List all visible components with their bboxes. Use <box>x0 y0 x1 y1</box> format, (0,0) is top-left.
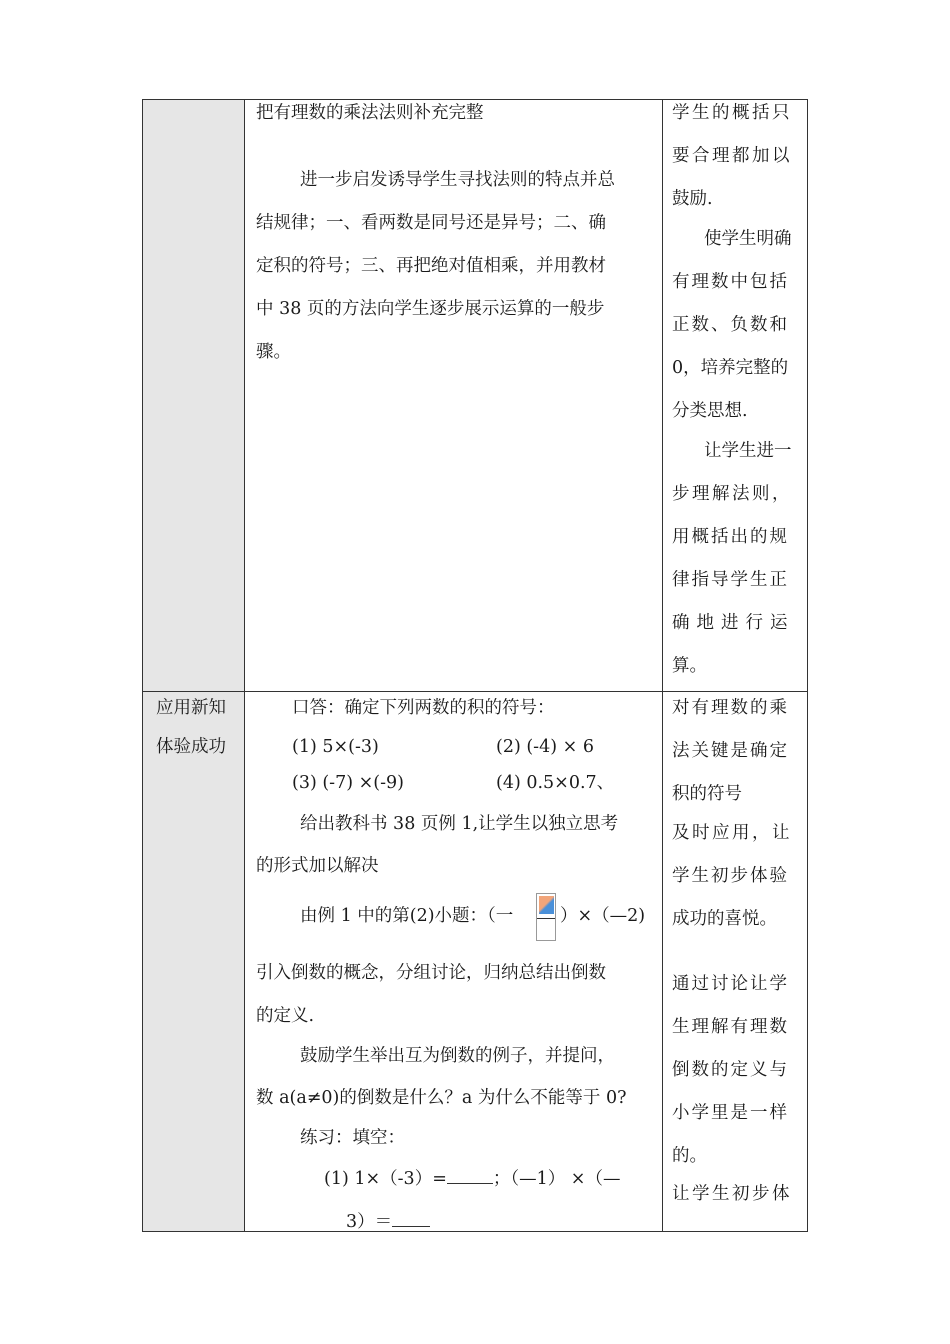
row1-note-line: 学生的概括只 <box>672 103 792 123</box>
question-4: (4) 0.5×0.7、 <box>496 773 615 793</box>
reciprocal-intro-line: 引入倒数的概念，分组讨论，归纳总结出倒数 <box>256 963 606 983</box>
row1-note-line: 算。 <box>672 656 707 676</box>
fraction-image <box>536 893 556 941</box>
row1-note-line: 用概括出的规 <box>672 527 789 547</box>
row2-note-line: 生理解有理数 <box>672 1017 789 1037</box>
column-divider-1 <box>244 100 245 1231</box>
row1-note-line: 分类思想. <box>672 401 748 421</box>
row2-note-line: 通过讨论让学 <box>672 974 789 994</box>
row1-paragraph-line: 定积的符号；三、再把绝对值相乘，并用教材 <box>256 256 606 276</box>
row1-note-line: 0，培养完整的 <box>672 358 789 378</box>
exercise-1 <box>324 1167 620 1190</box>
section-label-line: 体验成功 <box>156 737 226 757</box>
row2-note-line: 成功的喜悦。 <box>672 909 777 929</box>
reciprocal-intro-line: 的定义. <box>256 1006 315 1026</box>
row1-note-line: 步理解法则， <box>672 484 792 504</box>
row2-note-line: 对有理数的乘 <box>672 698 789 718</box>
row2-note-line: 积的符号 <box>672 784 742 804</box>
row1-paragraph-line: 中 38 页的方法向学生逐步展示运算的一般步 <box>256 299 605 319</box>
exercise-1-part-c: 3）＝ <box>346 1212 393 1232</box>
row2-note-line: 学生初步体验 <box>672 866 789 886</box>
row1-note-line: 让学生进一 <box>704 441 792 461</box>
question-2: (2) (-4) × 6 <box>496 737 594 757</box>
practice-heading: 练习：填空： <box>300 1128 405 1148</box>
column-divider-2 <box>662 100 663 1231</box>
encourage-line: 鼓励学生举出互为倒数的例子，并提问， <box>300 1046 615 1066</box>
row2-note-line: 及时应用，让 <box>672 823 792 843</box>
row1-note-line: 使学生明确 <box>704 229 792 249</box>
row2-note-line: 倒数的定义与 <box>672 1060 789 1080</box>
fraction-bar <box>537 918 555 919</box>
example-subquestion-suffix: ）×（—2) <box>560 906 646 926</box>
row2-note-line: 小学里是一样 <box>672 1103 789 1123</box>
row1-paragraph-line: 骤。 <box>256 342 291 362</box>
row1-note-line: 鼓励. <box>672 189 713 209</box>
section-label-line: 应用新知 <box>156 698 226 718</box>
row1-title: 把有理数的乘法法则补充完整 <box>256 103 484 123</box>
row1-note-line: 要合理都加以 <box>672 146 792 166</box>
row1-note-line: 正数、负数和 <box>672 315 789 335</box>
question-3: (3) (-7) ×(-9) <box>292 773 404 793</box>
row2-note-line: 让学生初步体 <box>672 1184 792 1204</box>
example-line: 给出教科书 38 页例 1,让学生以独立思考 <box>300 814 619 834</box>
answer-blank-2[interactable] <box>392 1210 430 1227</box>
exercise-1-part-a: (1) 1×（-3）= <box>324 1169 447 1189</box>
example-subquestion-prefix: 由例 1 中的第(2)小题：（一 <box>300 906 514 926</box>
answer-blank-1[interactable] <box>447 1167 493 1184</box>
exercise-1-part-b: ；（—1） ×（— <box>492 1169 621 1189</box>
embedded-image-icon <box>539 896 554 914</box>
example-line: 的形式加以解决 <box>256 856 379 876</box>
row-divider <box>143 691 807 692</box>
exercise-1-continued <box>346 1210 430 1233</box>
row1-paragraph-line: 结规律；一、看两数是同号还是异号；二、确 <box>256 213 606 233</box>
question-1: (1) 5×(-3) <box>292 737 379 757</box>
oral-question-prompt: 口答：确定下列两数的积的符号： <box>292 698 555 718</box>
encourage-line: 数 a(a≠0)的倒数是什么？a 为什么不能等于 0? <box>256 1088 627 1108</box>
row1-note-line: 有理数中包括 <box>672 272 789 292</box>
row1-note-line: 律指导学生正 <box>672 570 789 590</box>
section-label-column <box>143 100 244 1231</box>
row2-note-line: 的。 <box>672 1146 707 1166</box>
row2-note-line: 法关键是确定 <box>672 741 789 761</box>
row1-note-line: 确地进行运 <box>672 613 795 633</box>
row1-paragraph-line: 进一步启发诱导学生寻找法则的特点并总 <box>300 170 615 190</box>
